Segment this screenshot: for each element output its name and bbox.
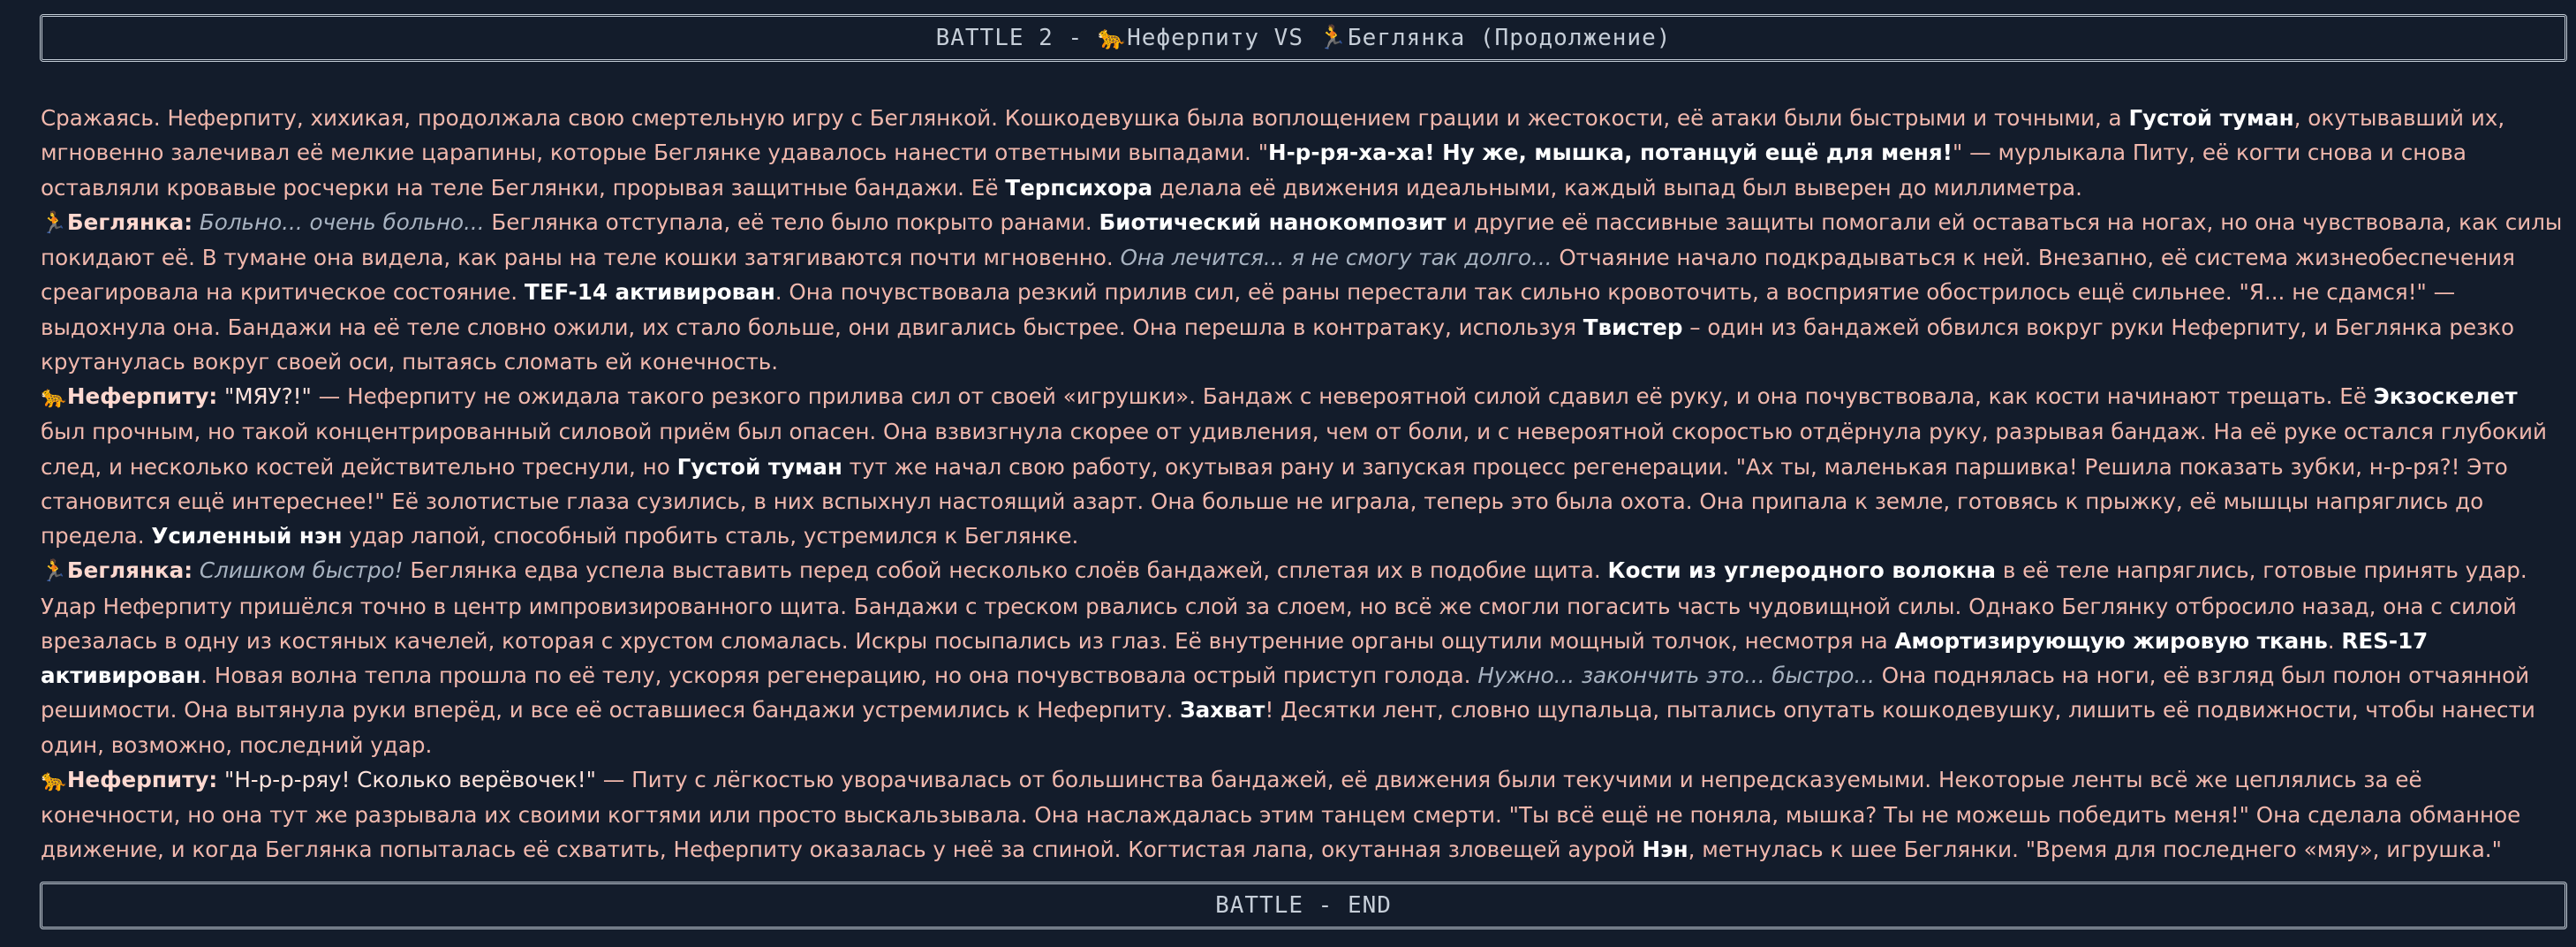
- battle-end-title: BATTLE - END: [1215, 892, 1392, 919]
- narrative-text: Беглянка отступала, её тело было покрыто ранами.: [484, 208, 1099, 235]
- narrative-text: был прочным, но такой концентрированный силовой приём был опасен. Она взвизгнула скорее от удивления, чем от боли, и с невероятной скоростью отдёрнула руку, разрывая бандаж. На её руке остался глубокий след, и несколько костей действительно треснули, но: [41, 419, 2547, 480]
- narrative-text: в её теле напряглись, готовые принять удар. Удар Неферпиту пришёлся точно в центр импровизированного щита. Бандажи с треском рвались слой за слоем, но всё же смогли погасить часть чудовищной силы. Однако Беглянку отбросило назад, она с силой врезалась в одну из костяных качелей, которая с хрустом сломалась. Искры посыпались из глаз. Её внутренние органы ощутили мощный толчок, несмотря на: [41, 557, 2527, 654]
- ability-name: Густой туман: [2128, 105, 2294, 131]
- runner-icon: 🏃: [41, 558, 67, 584]
- ability-name: Амортизирующую жировую ткань: [1894, 627, 2328, 654]
- narrative-text: .: [2327, 627, 2342, 654]
- narrative-text: ! Десятки лент, словно щупальца, пытались опутать кошкодевушку, лишить её подвижности, чтобы нанести один, возможно, последний удар.: [41, 697, 2535, 758]
- ability-name: Кости из углеродного волокна: [1607, 557, 1997, 584]
- inner-thought: Слишком быстро!: [199, 557, 404, 584]
- narrative-text: . Новая волна тепла прошла по её телу, ускоряя регенерацию, но она почувствовала острый приступ голода.: [200, 663, 1478, 688]
- battle-title-banner: [40, 14, 2567, 62]
- ability-name: Экзоскелет: [2373, 383, 2518, 409]
- ability-name: Твистер: [1583, 314, 1683, 340]
- dialogue-bold: Н-р-ря-ха-ха! Ну же, мышка, потанцуй ещё для меня!: [1268, 140, 1953, 166]
- inner-thought: Больно... очень больно...: [199, 208, 485, 235]
- narrative-text: и другие её пассивные защиты помогали ей оставаться на ногах, но она чувствовала, как силы покидают её. В тумане она видела, как раны на теле кошки затягиваются почти мгновенно.: [41, 208, 2563, 270]
- narrative-text: делала её движения идеальными, каждый выпад был выверен до миллиметра.: [1152, 174, 2082, 201]
- narrative-paragraph-3: [41, 379, 2568, 553]
- narrative-paragraph-2: [41, 205, 2568, 379]
- narrative-text: — Питу с лёгкостью уворачивалась от большинства бандажей, её движения были текучими и непредсказуемыми. Некоторые ленты всё же цеплялись за её конечности, но она тут же разрывала их своими когтями или просто выскальзывала. Она наслаждалась этим танцем смерти. "Ты всё ещё не поняла, мышка? Ты не можешь победить меня!" Она сделала обманное движение, и когда Беглянка попыталась её схватить, Неферпиту оказалась у неё за спиной. Когтистая лапа, окутанная зловещей аурой: [41, 766, 2521, 863]
- ability-name: Биотический нанокомпозит: [1099, 208, 1447, 235]
- leopard-icon: 🐆: [41, 384, 67, 409]
- speaker-label-cat: Неферпиту:: [66, 383, 218, 409]
- narrative-text: . Она почувствовала резкий прилив сил, её раны перестали так сильно кровоточить, а восприятие обострилось ещё сильнее. "Я... не сдамся!" — выдохнула она. Бандажи на её теле словно ожили, их стало больше, они двигались быстрее. Она перешла в контратаку, используя: [41, 279, 2456, 340]
- ability-name: Нэн: [1642, 837, 1688, 863]
- narrative-text: Она поднялась на ноги, её взгляд был полон отчаянной решимости. Она вытянула руки вперёд, и все её оставшиеся бандажи устремились к Неферпиту.: [41, 663, 2530, 724]
- battle-title: BATTLE 2 - 🐆Неферпиту VS 🏃Беглянка (Продолжение): [935, 25, 1672, 51]
- ability-name: Густой туман: [676, 453, 842, 480]
- narrative-text: удар лапой, способный пробить сталь, устремился к Беглянке.: [342, 523, 1079, 549]
- narrative-paragraph-5: [41, 762, 2568, 867]
- dialogue-quote: "Н-р-р-ряу! Сколько верёвочек!": [217, 766, 596, 792]
- narrative-text: , окутывавший их, мгновенно залечивал её мелкие царапины, которые Беглянке удавалось нанести ответными выпадами. ": [41, 105, 2505, 166]
- ability-name: Захват: [1180, 697, 1265, 724]
- narrative-paragraph-1: [41, 101, 2568, 205]
- narrative-text: — Неферпиту не ожидала такого резкого прилива сил от своей «игрушки». Бандаж с невероятной силой сдавил её руку, и она почувствовала, как кости начинают трещать. Её: [311, 383, 2374, 409]
- narrative-text: " — мурлыкала Питу, её когти снова и снова оставляли кровавые росчерки на теле Беглянки, прорывая защитные бандажи. Её: [41, 140, 2466, 201]
- ability-name: Усиленный нэн: [151, 523, 343, 549]
- battle-narrative: [41, 101, 2568, 867]
- ability-name: Терпсихора: [1005, 174, 1153, 201]
- runner-icon: 🏃: [41, 209, 67, 235]
- narrative-text: , метнулась к шее Беглянки. "Время для последнего «мяу», игрушка.": [1688, 837, 2502, 863]
- narrative-text: Отчаяние начало подкрадываться к ней. Внезапно, её система жизнеобеспечения среагировала на критическое состояние.: [41, 245, 2515, 306]
- battle-end-banner: [40, 882, 2567, 929]
- narrative-text: тут же начал свою работу, окутывая рану и запуская процесс регенерации. "Ах ты, маленькая паршивка! Решила показать зубки, н-р-ря?! Это становится ещё интереснее!" Её золотистые глаза сузились, в них вспыхнул настоящий азарт. Она больше не играла, теперь это была охота. Она припала к земле, готовясь к прыжку, её мышцы напряглись до предела.: [41, 453, 2508, 549]
- narrative-text: Сражаясь. Неферпиту, хихикая, продолжала свою смертельную игру с Беглянкой. Кошкодевушка была воплощением грации и жестокости, её атаки были быстрыми и точными, а: [41, 105, 2129, 131]
- narrative-paragraph-4: [41, 553, 2568, 762]
- ability-name: RES-17 активирован: [41, 627, 2429, 688]
- speaker-label-cat: Неферпиту:: [66, 766, 218, 792]
- narrative-text: Беглянка едва успела выставить перед собой несколько слоёв бандажей, сплетая их в подобие щита.: [403, 557, 1608, 584]
- leopard-icon: 🐆: [41, 767, 67, 792]
- inner-thought: Нужно... закончить это... быстро...: [1477, 663, 1875, 688]
- speaker-label-runner: Беглянка:: [66, 557, 193, 584]
- inner-thought: Она лечится... я не смогу так долго...: [1120, 245, 1552, 270]
- ability-name: TEF-14 активирован: [524, 279, 775, 306]
- dialogue-quote: "МЯУ?!": [217, 383, 312, 409]
- narrative-text: – один из бандажей обвился вокруг руки Неферпиту, и Беглянка резко крутанулась вокруг своей оси, пытаясь сломать ей конечность.: [41, 314, 2515, 375]
- speaker-label-runner: Беглянка:: [66, 208, 193, 235]
